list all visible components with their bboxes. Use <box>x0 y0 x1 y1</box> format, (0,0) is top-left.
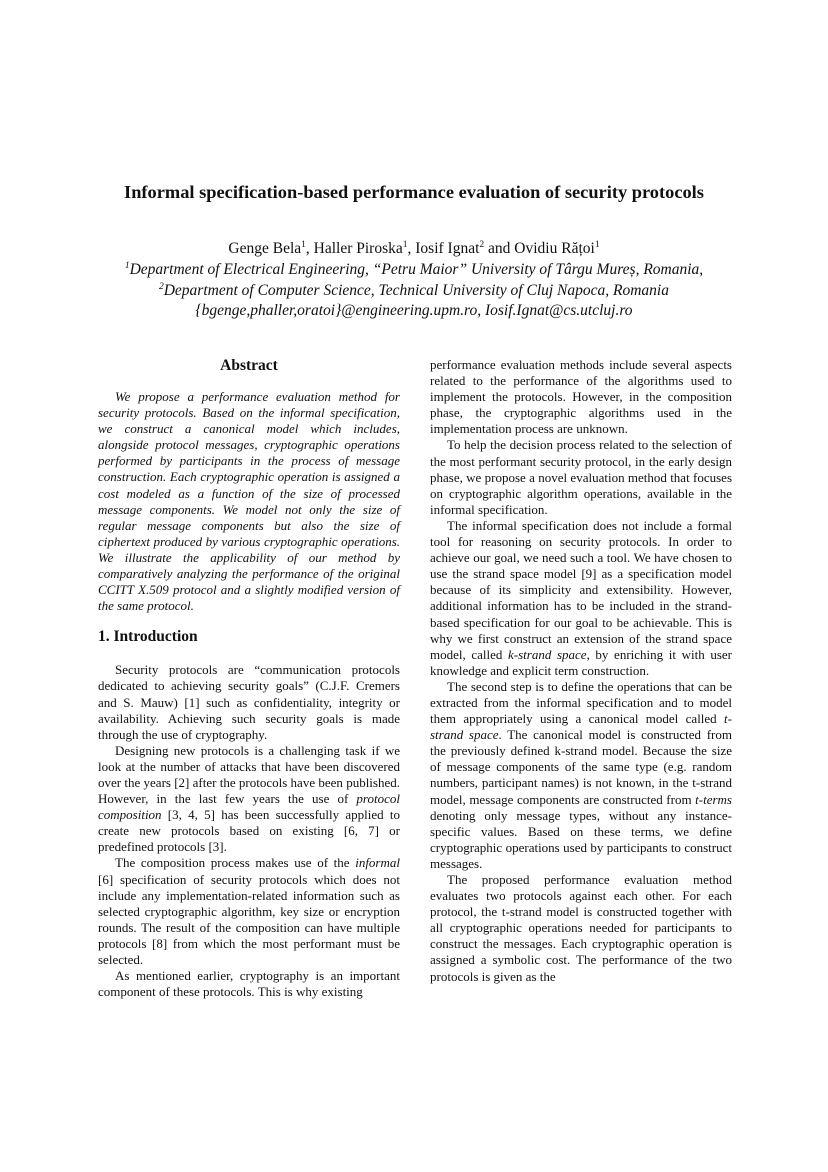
affiliation-text: Department of Electrical Engineering, “Petru Maior” University of Târgu Mureș, Romania, <box>129 261 704 278</box>
text-run: [3, 4, 5] has been successfully applied to create new protocols based on existing [6, 7] or predefined protocols [3]. <box>98 807 400 855</box>
paragraph: performance evaluation methods include several aspects related to the performance of the algorithms used to implement the protocols. However, in the composition phase, the cryptographic algorithms used in the implementation process are unknown. <box>430 357 732 437</box>
affiliation-text: Department of Computer Science, Technical University of Cluj Napoca, Romania <box>163 282 669 299</box>
author-name: Genge Bela <box>228 240 302 257</box>
affiliation-marker: 1 <box>301 240 306 250</box>
author-separator: and <box>484 240 515 257</box>
affiliation-marker: 1 <box>594 240 600 250</box>
affiliation-2 <box>30 280 798 301</box>
author-line <box>40 238 788 259</box>
paragraph <box>98 855 400 968</box>
emphasis: informal <box>355 855 400 871</box>
text-run: , by enriching it with user knowledge and explicit term construction. <box>430 646 732 678</box>
author-emails <box>30 300 798 321</box>
text-run: denoting only message types, without any instance-specific values. Based on these terms, we define cryptographic operations used by participants to construct messages. <box>430 807 732 871</box>
text-run: [6] specification of security protocols which does not include any implementation-related information such as selected cryptographic algorithm, key size or encryption rounds. The result of the composition can have multiple protocols [8] from which the most performant must be selected. <box>98 871 400 967</box>
affiliation-marker: 2 <box>479 240 485 250</box>
author-name: Ovidiu Rățoi <box>514 240 595 257</box>
paragraph: As mentioned earlier, cryptography is an important component of these protocols. This is why existing <box>98 968 400 1000</box>
left-column <box>98 357 400 1000</box>
emphasis: t-strand space <box>430 711 732 743</box>
author-separator: , <box>407 240 416 257</box>
right-column <box>430 357 732 985</box>
abstract-heading: Abstract <box>220 357 278 374</box>
paragraph: To help the decision process related to the selection of the most performant security protocol, in the early design phase, we propose a novel evaluation method that focuses on cryptographic algorithm operations, available in the informal specification. <box>430 437 732 517</box>
affiliation-1 <box>30 259 798 280</box>
affiliation-marker: 1 <box>124 261 130 271</box>
paper-title: Informal specification-based performance evaluation of security protocols <box>124 182 704 202</box>
paragraph: Security protocols are “communication protocols dedicated to achieving security goals” (C.J.F. Cremers and S. Mauw) [1] such as confidentiality, integrity or availability. Achieving such security goals is made through the use of cryptography. <box>98 662 400 742</box>
text-run: . The canonical model is constructed from the previously defined k-strand model. Because the size of message components of the same type (e.g. random numbers, participant names) is not known, in the t-strand model, message components are constructed from <box>430 727 732 807</box>
paragraph <box>430 679 732 872</box>
emphasis: k-strand space <box>508 646 587 662</box>
email-list: {bgenge,phaller,oratoi}@engineering.upm.ro, Iosif.Ignat@cs.utcluj.ro <box>195 302 633 319</box>
abstract-text: We propose a performance evaluation method for security protocols. Based on the informal specification, we construct a canonical model which includes, alongside protocol messages, cryptographic operations performed by participants in the process of message construction. Each cryptographic operation is assigned a cost modeled as a function of the size of processed message components. We model not only the size of regular message components but also the size of ciphertext produced by various cryptographic operations. We illustrate the applicability of our method by comparatively analyzing the performance of the original CCITT X.509 protocol and a slightly modified version of the same protocol. <box>98 389 400 614</box>
emphasis: t-terms <box>695 791 732 807</box>
author-name: Haller Piroska <box>313 240 403 257</box>
affiliation-marker: 2 <box>158 282 164 292</box>
section-heading-introduction: 1. Introduction <box>98 628 198 646</box>
text-run: The informal specification does not include a formal tool for reasoning on security protocols. In order to achieve our goal, we need such a tool. We have chosen to use the strand space model [9] as a specification model because of its simplicity and extensibility. However, additional information has to be included in the strand-based specification for our goal to be achievable. This is why we first construct an extension of the strand space model, called <box>430 517 732 662</box>
author-name: Iosif Ignat <box>415 240 480 257</box>
text-run: The second step is to define the operations that can be extracted from the informal specification and to model them appropriately using a canonical model called <box>430 678 732 727</box>
paragraph <box>430 518 732 679</box>
emphasis: protocol composition <box>98 791 400 823</box>
text-run: The composition process makes use of the <box>115 855 356 871</box>
text-run: Designing new protocols is a challenging task if we look at the number of attacks that have been discovered over the years [2] after the protocols have been published. However, in the last few years the use of <box>98 742 400 807</box>
paragraph <box>98 743 400 856</box>
author-separator: , <box>305 240 314 257</box>
affiliation-marker: 1 <box>402 240 408 250</box>
paragraph: The proposed performance evaluation method evaluates two protocols against each other. For each protocol, the t-strand model is constructed together with all cryptographic operations needed for participants to construct the messages. Each cryptographic operation is assigned a symbolic cost. The performance of the two protocols is given as the <box>430 872 732 984</box>
